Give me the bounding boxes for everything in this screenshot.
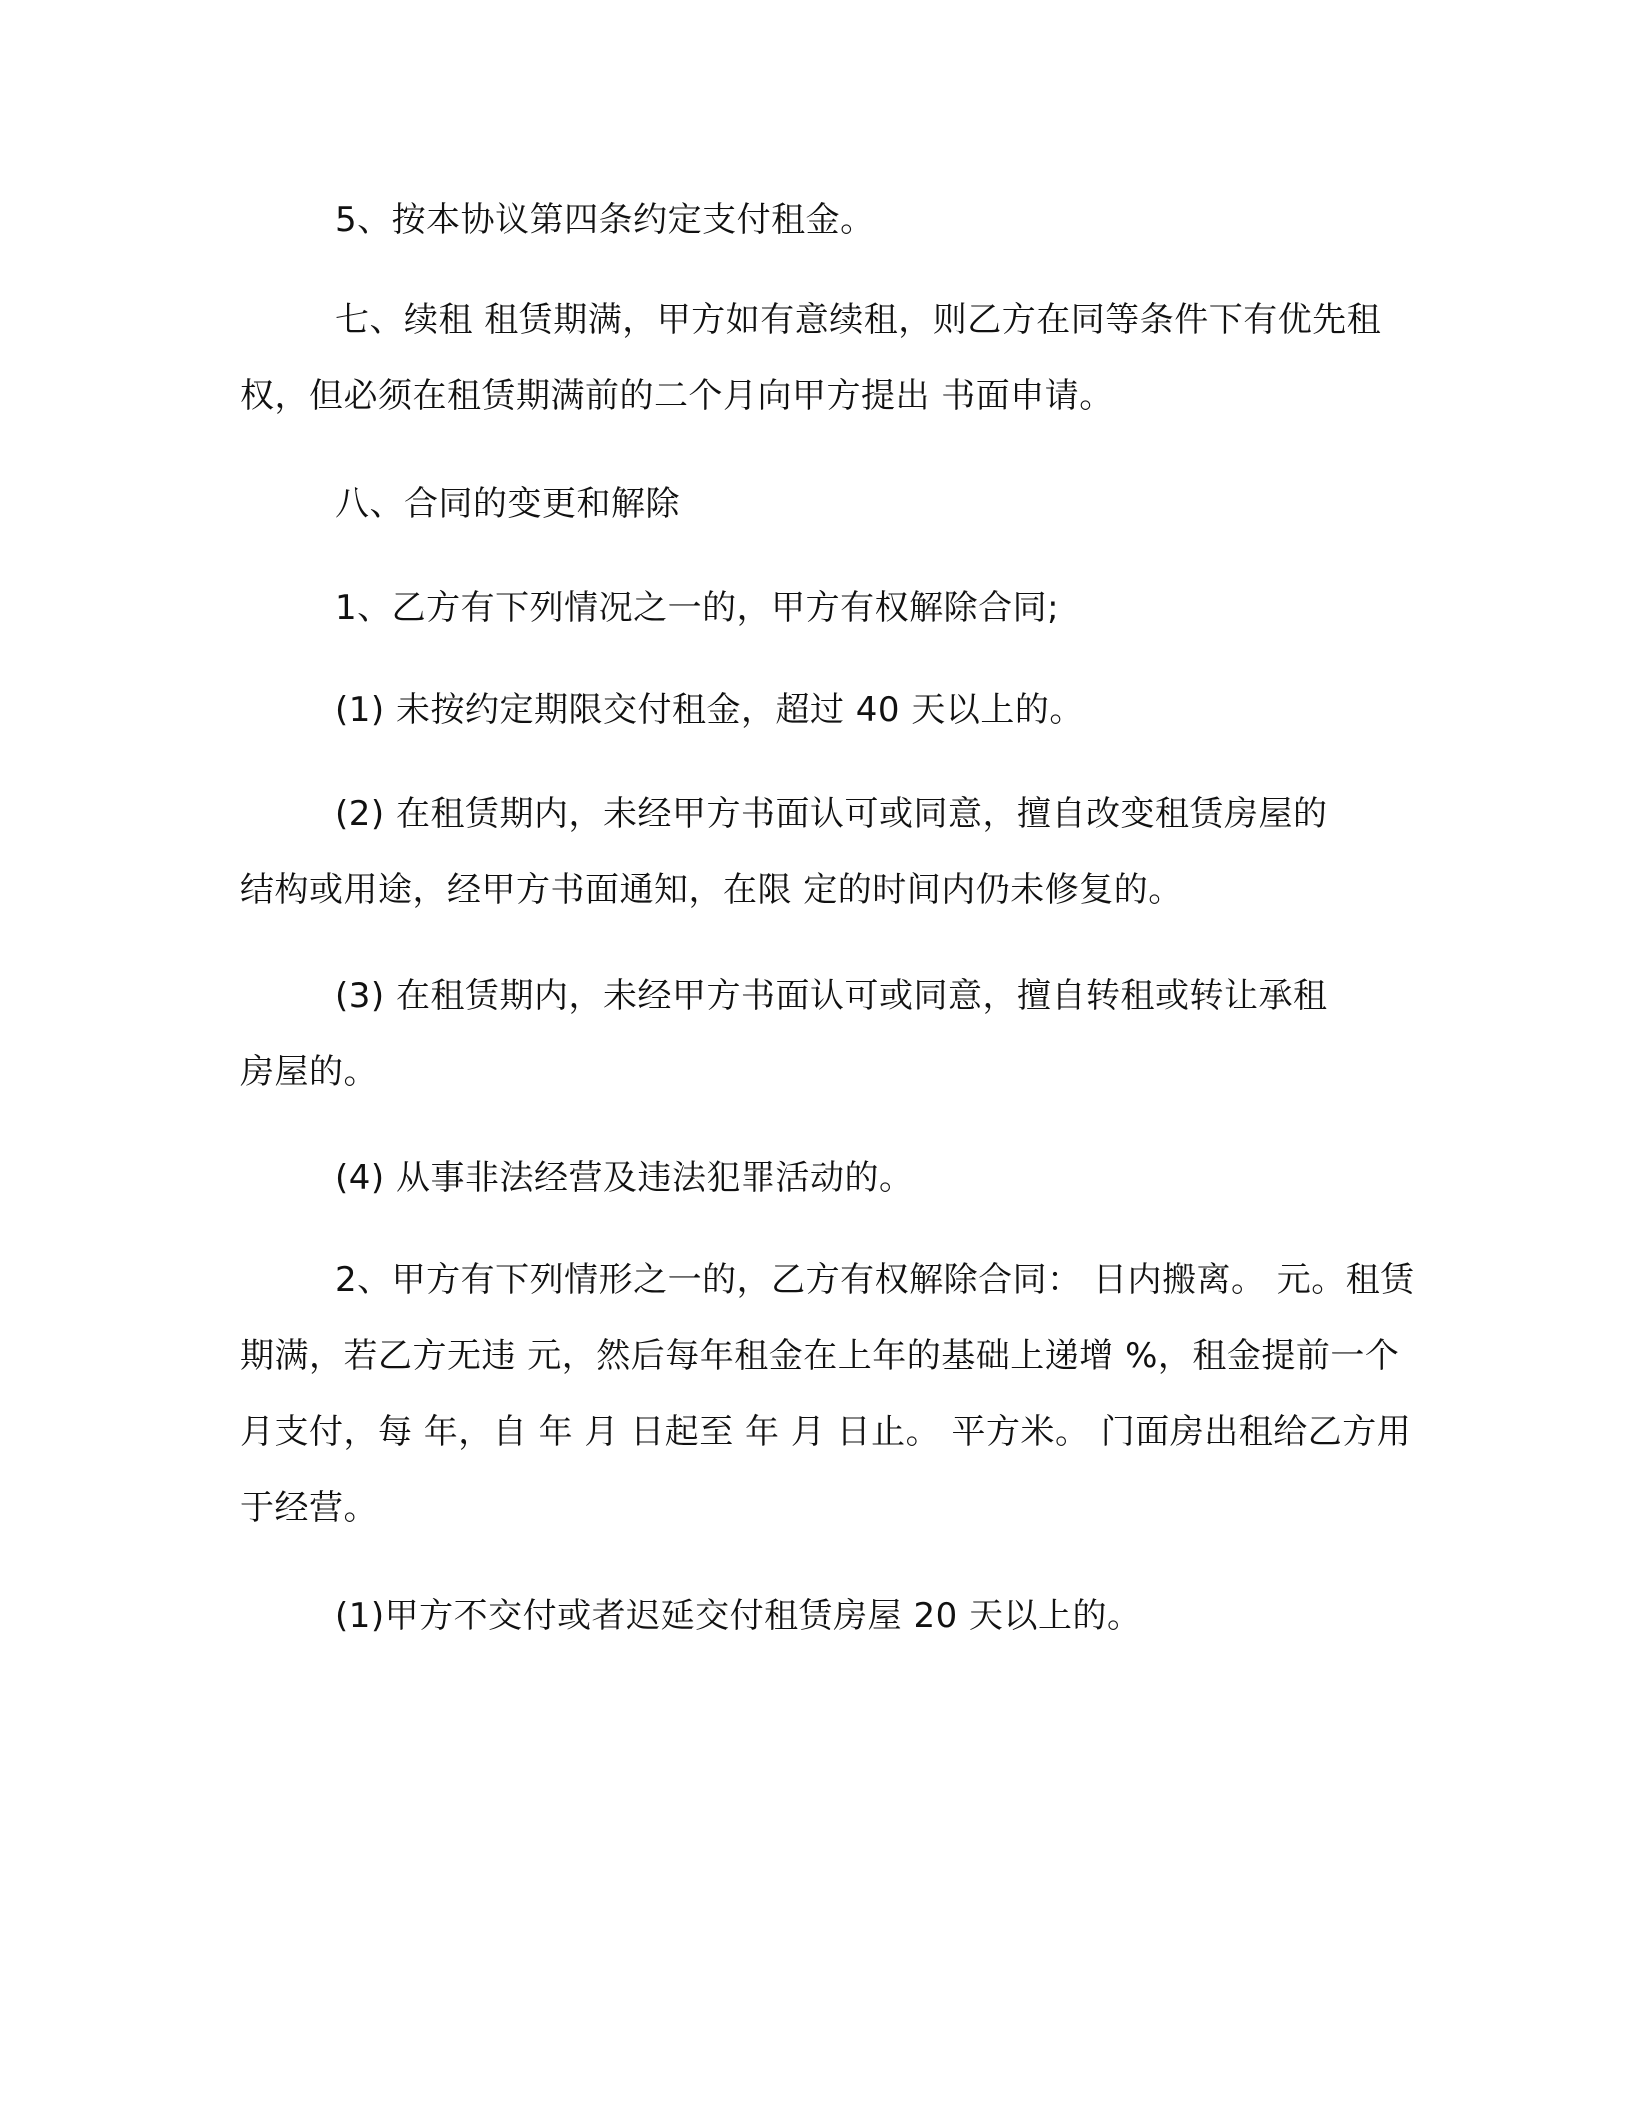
list-item-1: (1) 未按约定期限交付租金，超过 40 天以上的。 — [335, 690, 1084, 730]
list-item-3: (3) 在租赁期内，未经甲方书面认可或同意，擅自转租或转让承租房屋的。 — [240, 976, 1328, 1092]
list-item-4: (4) 从事非法经营及违法犯罪活动的。 — [335, 1158, 914, 1198]
section-heading-change-termination: 八、合同的变更和解除 — [335, 484, 680, 524]
paragraph-renewal: 七、续租 租赁期满，甲方如有意续租，则乙方在同等条件下有优先租权，但必须在租赁期满前的二个月向甲方提出 书面申请。 — [240, 300, 1382, 416]
paragraph-party-b-conditions: 1、乙方有下列情况之一的，甲方有权解除合同; — [335, 588, 1060, 628]
list-item-2: (2) 在租赁期内，未经甲方书面认可或同意，擅自改变租赁房屋的结构或用途，经甲方书面通知，在限 定的时间内仍未修复的。 — [240, 794, 1328, 910]
paragraph-party-a-conditions: 2、甲方有下列情形之一的，乙方有权解除合同： 日内搬离。 元。租赁期满，若乙方无违 元，然后每年租金在上年的基础上递增 %，租金提前一个月支付，每 年，自 年 月 日起至 年 月 日止。 平方米。 门面房出租给乙方用于经营。 — [240, 1260, 1415, 1528]
list-item-party-a-1: (1)甲方不交付或者迟延交付租赁房屋 20 天以上的。 — [335, 1596, 1142, 1636]
paragraph-clause-5: 5、按本协议第四条约定支付租金。 — [335, 200, 875, 240]
